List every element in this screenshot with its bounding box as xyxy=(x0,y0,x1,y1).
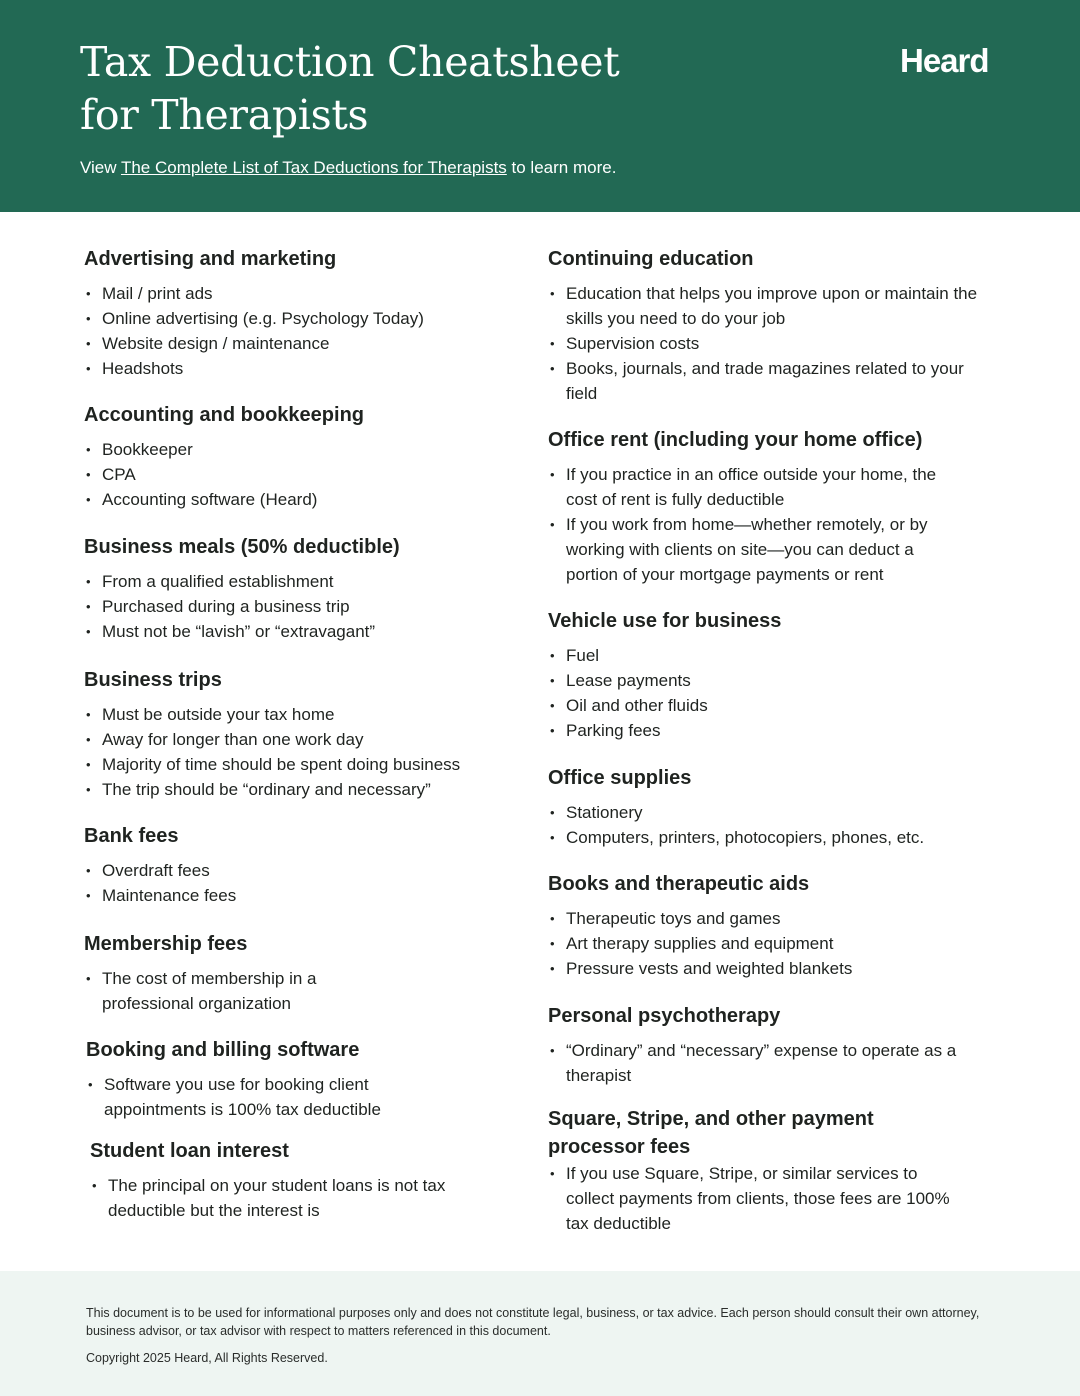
section-advertising xyxy=(84,245,544,381)
copyright-text: Copyright 2025 Heard, All Rights Reserved. xyxy=(86,1351,328,1365)
section-booking-software xyxy=(86,1036,416,1122)
list-item: • The trip should be “ordinary and necessary” xyxy=(84,777,544,802)
list-item: • Computers, printers, photocopiers, phones, etc. xyxy=(548,825,998,850)
footer xyxy=(0,1271,1080,1396)
section-office-rent xyxy=(548,426,968,587)
list-item: • Oil and other fluids xyxy=(548,693,998,718)
list-item: • Must be outside your tax home xyxy=(84,702,544,727)
deduction-list xyxy=(548,906,998,981)
section-business-trips xyxy=(84,666,544,802)
list-item: • Education that helps you improve upon or maintain the skills you need to do your job xyxy=(548,281,988,331)
list-item: • Majority of time should be spent doing business xyxy=(84,752,544,777)
section-student-loan xyxy=(90,1137,480,1223)
deduction-list xyxy=(84,966,344,1016)
section-heading: Continuing education xyxy=(548,248,754,270)
list-item: • From a qualified establishment xyxy=(84,569,544,594)
section-heading: Books and therapeutic aids xyxy=(548,873,810,895)
list-item: • Maintenance fees xyxy=(84,883,544,908)
deduction-list xyxy=(84,858,544,908)
section-heading: Personal psychotherapy xyxy=(548,1005,781,1027)
section-bank-fees xyxy=(84,822,544,908)
section-office-supplies xyxy=(548,764,998,850)
list-item: • Therapeutic toys and games xyxy=(548,906,998,931)
list-item: • Headshots xyxy=(84,356,544,381)
deduction-list xyxy=(84,569,544,644)
list-item: • Mail / print ads xyxy=(84,281,544,306)
list-item: • Purchased during a business trip xyxy=(84,594,544,619)
page-title xyxy=(80,36,780,142)
section-payment-processors xyxy=(548,1105,958,1236)
section-continuing-education xyxy=(548,245,988,406)
list-item: • Online advertising (e.g. Psychology Today) xyxy=(84,306,544,331)
section-heading: Membership fees xyxy=(84,933,248,955)
list-item: • If you work from home—whether remotely, or by working with clients on site—you can deduct a portion of your mortgage payments or rent xyxy=(548,512,968,587)
section-heading: Office supplies xyxy=(548,767,692,789)
list-item: • Supervision costs xyxy=(548,331,988,356)
page-title-line-2: for Therapists xyxy=(80,91,369,139)
list-item: • CPA xyxy=(84,462,544,487)
deduction-list xyxy=(548,643,998,743)
list-item: • If you use Square, Stripe, or similar services to collect payments from clients, those fees are 100% tax deductible xyxy=(548,1161,958,1236)
section-business-meals xyxy=(84,533,544,644)
deduction-list xyxy=(90,1173,480,1223)
section-heading: Accounting and bookkeeping xyxy=(84,404,365,426)
list-item: • Books, journals, and trade magazines related to your field xyxy=(548,356,988,406)
section-heading: Booking and billing software xyxy=(86,1039,360,1061)
deduction-list xyxy=(84,281,544,381)
deduction-list xyxy=(84,702,544,802)
complete-list-link[interactable]: The Complete List of Tax Deductions for Therapists xyxy=(120,158,507,177)
intro-line xyxy=(80,157,616,179)
section-heading: Student loan interest xyxy=(90,1140,289,1162)
list-item: • Must not be “lavish” or “extravagant” xyxy=(84,619,544,644)
list-item: • Website design / maintenance xyxy=(84,331,544,356)
section-heading: Bank fees xyxy=(84,825,179,847)
list-item: • Accounting software (Heard) xyxy=(84,487,544,512)
section-heading: Business meals (50% deductible) xyxy=(84,536,400,558)
section-heading: Square, Stripe, and other payment processor fees xyxy=(548,1108,874,1158)
disclaimer-text: This document is to be used for informational purposes only and does not constitute legal, business, or tax advice. Each person should consult their own attorney, business advisor, or tax advisor with respect to matters referenced in this document. xyxy=(86,1306,980,1338)
section-heading: Vehicle use for business xyxy=(548,610,782,632)
deduction-list xyxy=(548,800,998,850)
section-vehicle-use xyxy=(548,607,998,743)
section-psychotherapy xyxy=(548,1002,968,1088)
list-item: • Software you use for booking client appointments is 100% tax deductible xyxy=(86,1072,416,1122)
intro-prefix: View xyxy=(80,158,121,177)
section-membership-fees xyxy=(84,930,344,1016)
deduction-list xyxy=(548,1161,958,1236)
list-item: • Stationery xyxy=(548,800,998,825)
list-item: • Bookkeeper xyxy=(84,437,544,462)
list-item: • Pressure vests and weighted blankets xyxy=(548,956,998,981)
deduction-list xyxy=(548,1038,968,1088)
deduction-list xyxy=(84,437,544,512)
section-accounting xyxy=(84,401,544,512)
section-heading: Advertising and marketing xyxy=(84,248,337,270)
heard-logo: Heard xyxy=(900,42,989,79)
deduction-list xyxy=(86,1072,416,1122)
list-item: • The principal on your student loans is not tax deductible but the interest is xyxy=(90,1173,480,1223)
list-item: • “Ordinary” and “necessary” expense to operate as a therapist xyxy=(548,1038,968,1088)
list-item: • Art therapy supplies and equipment xyxy=(548,931,998,956)
section-heading: Office rent (including your home office) xyxy=(548,429,923,451)
list-item: • Away for longer than one work day xyxy=(84,727,544,752)
list-item: • Lease payments xyxy=(548,668,998,693)
section-heading: Business trips xyxy=(84,669,222,691)
page-title-line-1: Tax Deduction Cheatsheet xyxy=(80,38,620,86)
list-item: • Parking fees xyxy=(548,718,998,743)
header-banner xyxy=(0,0,1080,212)
deduction-list xyxy=(548,281,988,406)
list-item: • If you practice in an office outside your home, the cost of rent is fully deductible xyxy=(548,462,968,512)
list-item: • Overdraft fees xyxy=(84,858,544,883)
intro-suffix: to learn more. xyxy=(506,158,617,177)
section-books-aids xyxy=(548,870,998,981)
list-item: • The cost of membership in a professional organization xyxy=(84,966,344,1016)
list-item: • Fuel xyxy=(548,643,998,668)
deduction-list xyxy=(548,462,968,587)
